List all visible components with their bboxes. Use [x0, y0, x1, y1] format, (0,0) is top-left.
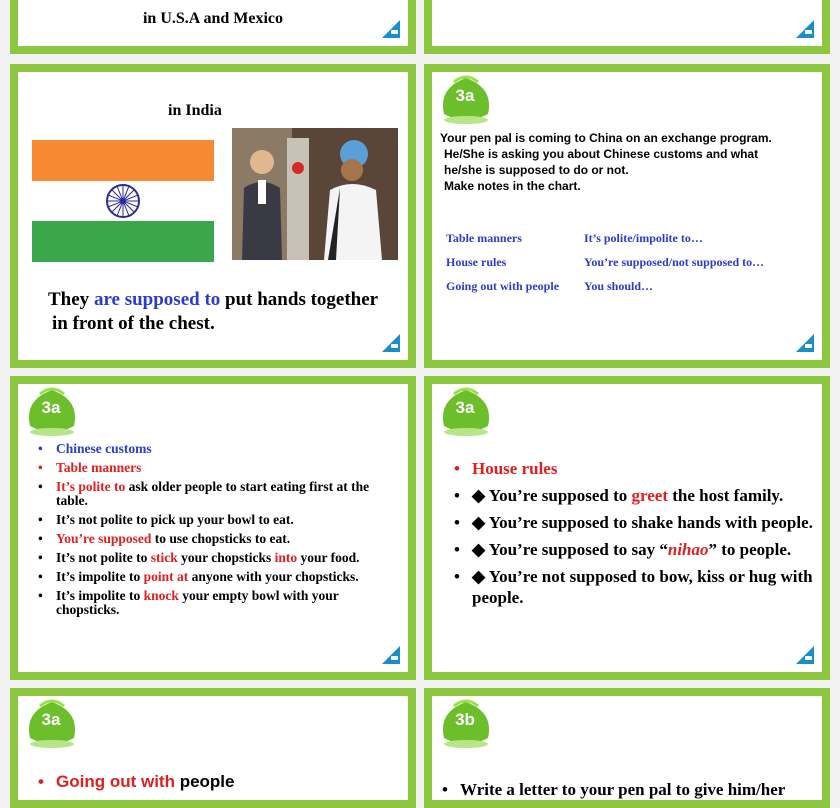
list-subheading: Table manners	[56, 460, 142, 475]
india-flag-icon	[32, 140, 214, 262]
chart-row	[446, 274, 764, 298]
leaf-badge	[436, 386, 500, 436]
list-item	[38, 461, 390, 475]
chart-row-label: House rules	[446, 255, 507, 269]
leaf-badge	[22, 386, 86, 436]
publisher-logo-icon	[792, 16, 816, 40]
list-item: • It’s not polite to stick your chopsticks into your food.	[38, 551, 390, 565]
slide-sentence	[48, 288, 378, 336]
leaf-badge	[436, 74, 500, 124]
instruction-line: Your pen pal is coming to China on an exchange program.	[440, 131, 772, 145]
chart-row-label: Table manners	[446, 231, 522, 245]
sentence-part1: They	[48, 289, 94, 310]
slide-3b-letter	[424, 688, 830, 808]
chart-row-label: Going out with people	[446, 279, 560, 293]
instructions	[440, 130, 772, 194]
letter-task-list	[442, 780, 785, 800]
leaf-badge	[22, 698, 86, 748]
list-item: • ◆ You’re not supposed to bow, kiss or hug with people.	[454, 566, 814, 608]
diamond-icon: ◆	[472, 486, 489, 505]
notes-chart	[446, 226, 764, 298]
list-heading: Chinese customs	[56, 441, 152, 456]
slide-usa-mexico	[10, 0, 416, 54]
going-out-list	[38, 772, 234, 792]
chart-row	[446, 250, 764, 274]
chart-row-value: You should…	[584, 279, 654, 293]
house-rules-list	[454, 458, 814, 608]
sentence-line2: in front of the chest.	[52, 313, 215, 334]
list-item: • ◆ You’re supposed to shake hands with people.	[454, 512, 814, 533]
list-item: • It’s polite to ask older people to start eating first at the table.	[38, 480, 390, 508]
slide-3a-house-rules	[424, 376, 830, 680]
chart-row-value: You’re supposed/not supposed to…	[584, 255, 765, 269]
list-item: • It’s impolite to point at anyone with your chopsticks.	[38, 570, 390, 584]
slide-3a-going-out	[10, 688, 416, 808]
list-item: • You’re supposed to use chopsticks to eat.	[38, 532, 390, 546]
chart-row-value: It’s polite/impolite to…	[584, 231, 703, 245]
publisher-logo-icon	[792, 330, 816, 354]
instruction-line: he/she is supposed to do or not.	[444, 163, 629, 177]
list-item: • Going out with people	[38, 772, 234, 792]
instruction-line: He/She is asking you about Chinese customs and what	[444, 147, 759, 161]
list-item: • Write a letter to your pen pal to give him/her	[442, 780, 785, 800]
list-item: • ◆ You’re supposed to say “nihao” to people.	[454, 539, 814, 560]
diamond-icon: ◆	[472, 567, 489, 586]
list-item	[38, 442, 390, 456]
badge-label: 3a	[455, 398, 475, 417]
publisher-logo-icon	[378, 330, 402, 354]
slide-blank-top	[424, 0, 830, 54]
slide-caption: in India	[168, 102, 222, 119]
publisher-logo-icon	[792, 642, 816, 666]
sentence-part2: put hands together	[220, 289, 379, 310]
list-item	[454, 458, 814, 479]
slide-caption: in U.S.A and Mexico	[142, 10, 283, 27]
diamond-icon: ◆	[472, 540, 489, 559]
slide-3a-table-manners	[10, 376, 416, 680]
chart-row	[446, 226, 764, 250]
list-item: • It’s not polite to pick up your bowl to eat.	[38, 513, 390, 527]
publisher-logo-icon	[378, 642, 402, 666]
list-heading: House rules	[472, 459, 558, 478]
badge-label: 3a	[455, 86, 475, 105]
table-manners-list	[38, 442, 390, 617]
leaf-badge	[436, 698, 500, 748]
badge-label: 3b	[455, 710, 475, 729]
list-item: • ◆ You’re supposed to greet the host family.	[454, 485, 814, 506]
slide-india	[10, 64, 416, 368]
diamond-icon: ◆	[472, 513, 489, 532]
publisher-logo-icon	[378, 16, 402, 40]
slide-3a-instructions	[424, 64, 830, 368]
greeting-photo	[232, 128, 398, 260]
badge-label: 3a	[41, 710, 61, 729]
instruction-line: Make notes in the chart.	[444, 179, 581, 193]
list-item: • It’s impolite to knock your empty bowl with your chopsticks.	[38, 589, 390, 617]
sentence-highlight: are supposed to	[93, 289, 221, 310]
badge-label: 3a	[41, 398, 61, 417]
